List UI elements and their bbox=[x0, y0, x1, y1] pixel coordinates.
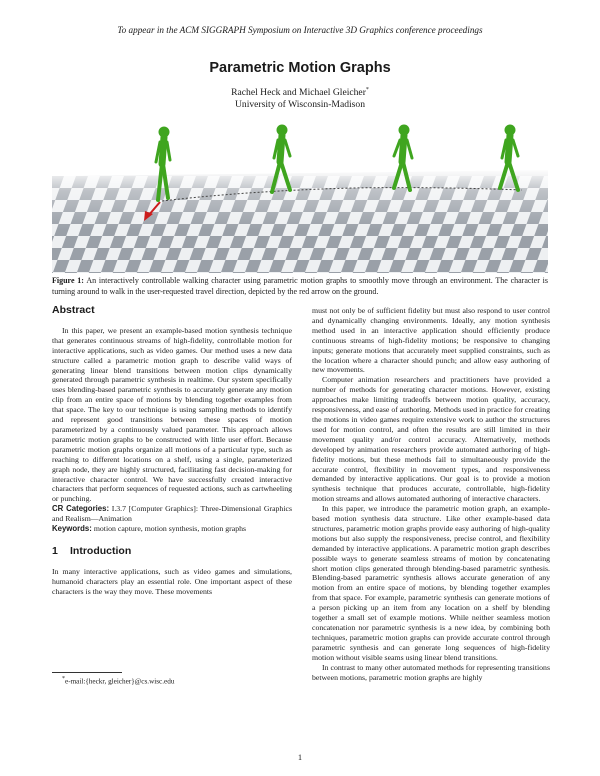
caption-text: An interactively controllable walking character using parametric motion graphs to smoothly move through an environment. The character is turning around to walk in the user-requested travel direction, depicted by the red arrow on the ground. bbox=[52, 276, 549, 296]
walking-character-render bbox=[52, 118, 548, 273]
page-number: 1 bbox=[297, 752, 303, 762]
left-column bbox=[52, 306, 292, 597]
footnote-text: *e-mail:{heckr, gleicher}@cs.wisc.edu bbox=[62, 676, 175, 686]
figure-caption bbox=[52, 276, 548, 297]
intro-paragraph-4: In contrast to many other automated methods for representing transitions between motions, parametric motion graphs are highly bbox=[312, 662, 550, 682]
abstract-body: In this paper, we present an example-based motion synthesis technique that generates continuous streams of high-fidelity, controllable motion for interactive applications, such as video games. Our method uses a new data structure called a parametric motion graph to describe valid ways of generating linear blend transitions between motion clips dynamically generated through parametric synthesis in realtime. Our system specifically uses blending-based parametric synthesis to accurately generate any motion clip from an entire space of motions by blending together examples from that space. The key to our technique is using sampling methods to identify and represent good transitions between these spaces of motion parameterized by a continuously valued parameter. This approach allows parametric motion graphs to be constructed with little user effort. Because parametric motion graphs organize all motions of a particular type, such as reaching to different locations on a shelf, using a single, parameterized graph node, they are highly structured, facilitating fast decision-making for interactive character control. We have successfully created interactive characters that perform sequences of requested actions, such as cartwheeling or punching. bbox=[52, 325, 292, 504]
keywords-text: motion capture, motion synthesis, motion graphs bbox=[93, 524, 247, 534]
affiliation: University of Wisconsin-Madison bbox=[234, 99, 365, 111]
section-title: Introduction bbox=[70, 544, 132, 557]
teaser-figure bbox=[52, 118, 548, 273]
footnote-mark: * bbox=[365, 87, 369, 93]
caption-label: Figure 1: bbox=[52, 276, 84, 285]
intro-paragraph-1: must not only be of sufficient fidelity but must also respond to user control and dynamically changing environments. Ideally, any motion synthesis method used in an interactive application should efficiently produce continuous streams of high-fidelity motions; be responsive to changing inputs; generate motions that accurately meet supplied constraints, such as the location where a character should punch; and allow easy authoring of new movements. bbox=[312, 306, 550, 375]
author-names: Rachel Heck and Michael Gleicher bbox=[231, 87, 366, 99]
footnote bbox=[52, 672, 292, 685]
keywords-label: Keywords: bbox=[52, 524, 92, 534]
keywords bbox=[52, 524, 292, 534]
cr-categories bbox=[52, 504, 292, 524]
intro-left-text: In many interactive applications, such as video games and simulations, humanoid characters play an essential role. One important aspect of these characters is the way they move. These movements bbox=[52, 566, 292, 596]
footnote-rule bbox=[52, 672, 122, 673]
venue-header: To appear in the ACM SIGGRAPH Symposium on Interactive 3D Graphics conference proceedings bbox=[117, 25, 483, 35]
right-column bbox=[312, 306, 550, 682]
cr-label: CR Categories: bbox=[52, 504, 110, 514]
intro-paragraph-3: In this paper, we introduce the parametric motion graph, an example-based motion synthesis data structure. Like other example-based data structures, parametric motion graphs provide easy authoring of high-quality motions but also supply the responsiveness, precise control, and flexibility demanded by interactive applications. A parametric motion graph describes possible ways to generate seamless streams of motion by concatenating short motion clips generated through blending-based parametric synthesis. Blending-based parametric synthesis allows accurate generation of any motion from an entire space of motions, by blending together examples from that space. For example, parametric synthesis can generate motions of a person picking up an item from any location on a shelf by blending together a small set of example motions. While neither seamless motion concatenation nor parametric synthesis is a new idea, by combining both techniques, parametric motion graphs can provide accurate control through parametric synthesis and can generate long sequences of high-fidelity motion without visible seams using linear blend transitions. bbox=[312, 504, 550, 662]
intro-paragraph-2: Computer animation researchers and practitioners have provided a number of methods for generating character motions. However, existing approaches make limiting tradeoffs between motion quality, accuracy, responsiveness, and ease of authoring. Methods used in practice for creating the motions in video games require extensive work to author the structures used for motion control, and often the results are still limited in their movement quality and/or control accuracy. Alternatively, methods developed by animation researchers provide automated authoring of high-fidelity motions, but these methods fail to simultaneously provide the accurate control, flexibility in movement types, and responsiveness demanded by interactive applications. Our goal is to provide a motion synthesis technique that produces accurate, controllable, high-fidelity motion streams and allows automated authoring of interactive characters. bbox=[312, 375, 550, 504]
intro-heading bbox=[52, 544, 292, 557]
section-number: 1 bbox=[52, 544, 58, 557]
checkered-ground bbox=[52, 170, 548, 273]
cr-text: I.3.7 [Computer Graphics]: Three-Dimensional Graphics and Realism—Animation bbox=[52, 504, 292, 524]
author-block bbox=[0, 84, 600, 111]
paper-title: Parametric Motion Graphs bbox=[209, 60, 391, 76]
abstract-heading: Abstract bbox=[52, 304, 95, 316]
